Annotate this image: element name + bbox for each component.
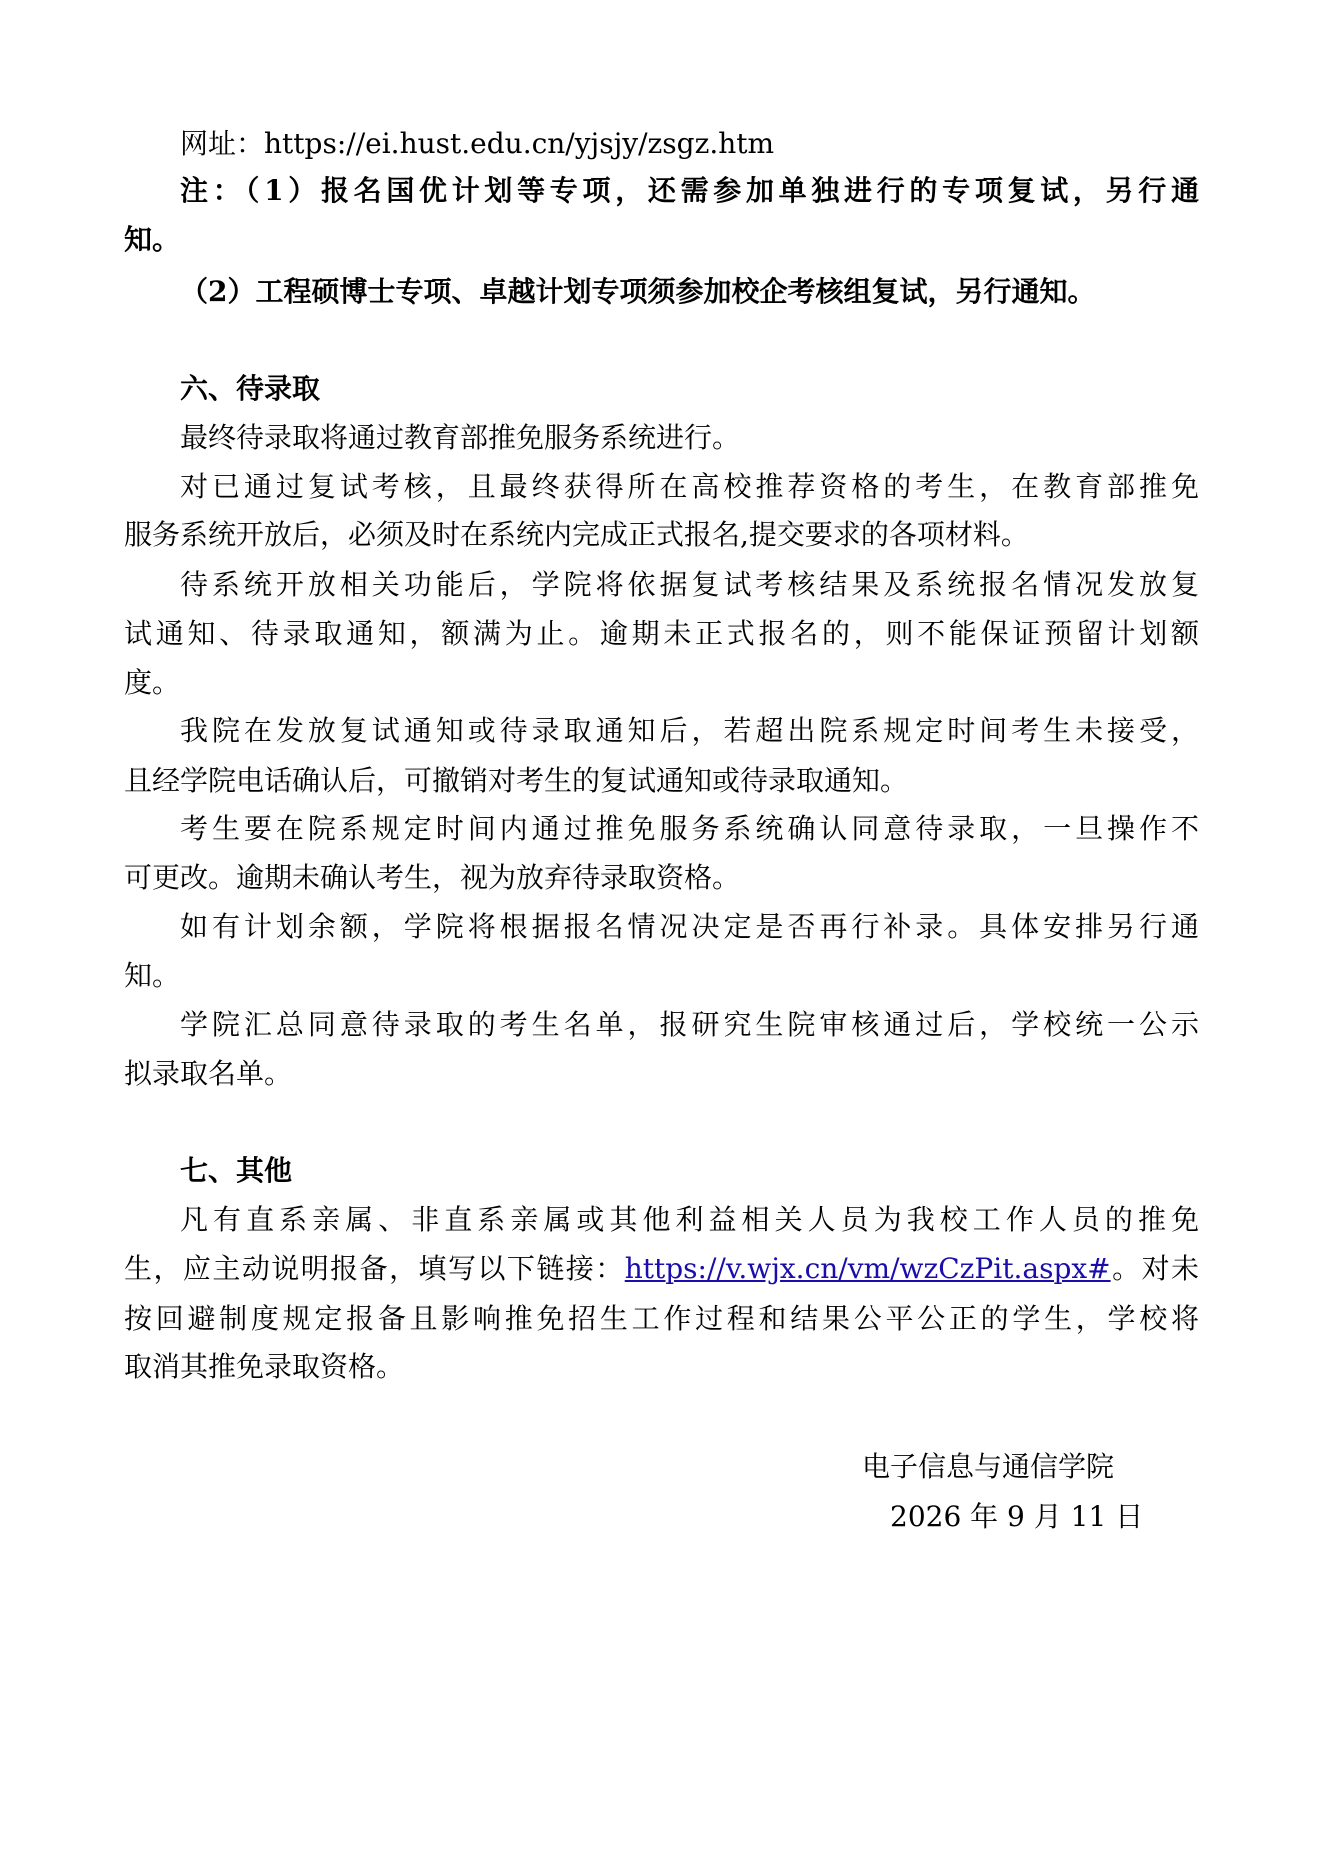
note-1-line-1: 注：（1）报名国优计划等专项，还需参加单独进行的专项复试，另行通 xyxy=(180,174,1199,207)
section-7-line-2-suffix: 。对未 xyxy=(1110,1252,1199,1285)
section-6-para-3-line-2: 试通知、待录取通知，额满为止。逾期未正式报名的，则不能保证预留计划额 xyxy=(124,617,1199,650)
section-6-para-4-line-1: 我院在发放复试通知或待录取通知后，若超出院系规定时间考生未接受， xyxy=(180,714,1199,747)
signature-date: 2026 年 9 月 11 日 xyxy=(890,1500,1144,1533)
section-6-para-7-line-1: 学院汇总同意待录取的考生名单，报研究生院审核通过后，学校统一公示 xyxy=(180,1008,1199,1041)
section-7-line-1: 凡有直系亲属、非直系亲属或其他利益相关人员为我校工作人员的推免 xyxy=(180,1203,1199,1236)
note-2: （2）工程硕博士专项、卓越计划专项须参加校企考核组复试，另行通知。 xyxy=(180,275,1096,308)
section-6-para-2-line-1: 对已通过复试考核，且最终获得所在高校推荐资格的考生，在教育部推免 xyxy=(180,470,1199,503)
url-line xyxy=(180,127,1199,161)
section-6-para-7-line-2: 拟录取名单。 xyxy=(124,1057,293,1090)
section-7-line-3: 按回避制度规定报备且影响推免招生工作过程和结果公平公正的学生，学校将 xyxy=(124,1302,1199,1335)
admissions-url[interactable]: https://ei.hust.edu.cn/yjsjy/zsgz.htm xyxy=(264,127,775,160)
section-6-heading: 六、待录取 xyxy=(180,372,321,405)
disclosure-form-link[interactable]: https://v.wjx.cn/vm/wzCzPit.aspx# xyxy=(624,1252,1111,1285)
section-6-para-3-line-3: 度。 xyxy=(124,666,181,699)
section-6-para-5-line-1: 考生要在院系规定时间内通过推免服务系统确认同意待录取，一旦操作不 xyxy=(180,812,1199,845)
section-6-para-3-line-1: 待系统开放相关功能后，学院将依据复试考核结果及系统报名情况发放复 xyxy=(180,568,1199,601)
url-label: 网址： xyxy=(180,127,265,160)
section-7-line-4: 取消其推免录取资格。 xyxy=(124,1350,405,1383)
section-6-para-6-line-1: 如有计划余额，学院将根据报名情况决定是否再行补录。具体安排另行通 xyxy=(180,910,1199,943)
signature-org: 电子信息与通信学院 xyxy=(862,1450,1115,1483)
section-7-line-2-prefix: 生，应主动说明报备，填写以下链接： xyxy=(124,1252,625,1285)
section-6-para-5-line-2: 可更改。逾期未确认考生，视为放弃待录取资格。 xyxy=(124,861,741,894)
note-1-line-2: 知。 xyxy=(124,223,181,256)
section-7-line-2 xyxy=(124,1252,1199,1286)
section-6-para-6-line-2: 知。 xyxy=(124,959,181,992)
section-6-para-1: 最终待录取将通过教育部推免服务系统进行。 xyxy=(180,421,741,454)
section-7-heading: 七、其他 xyxy=(180,1154,293,1187)
section-6-para-4-line-2: 且经学院电话确认后，可撤销对考生的复试通知或待录取通知。 xyxy=(124,764,909,797)
section-6-para-2-line-2: 服务系统开放后，必须及时在系统内完成正式报名,提交要求的各项材料。 xyxy=(124,518,1029,551)
